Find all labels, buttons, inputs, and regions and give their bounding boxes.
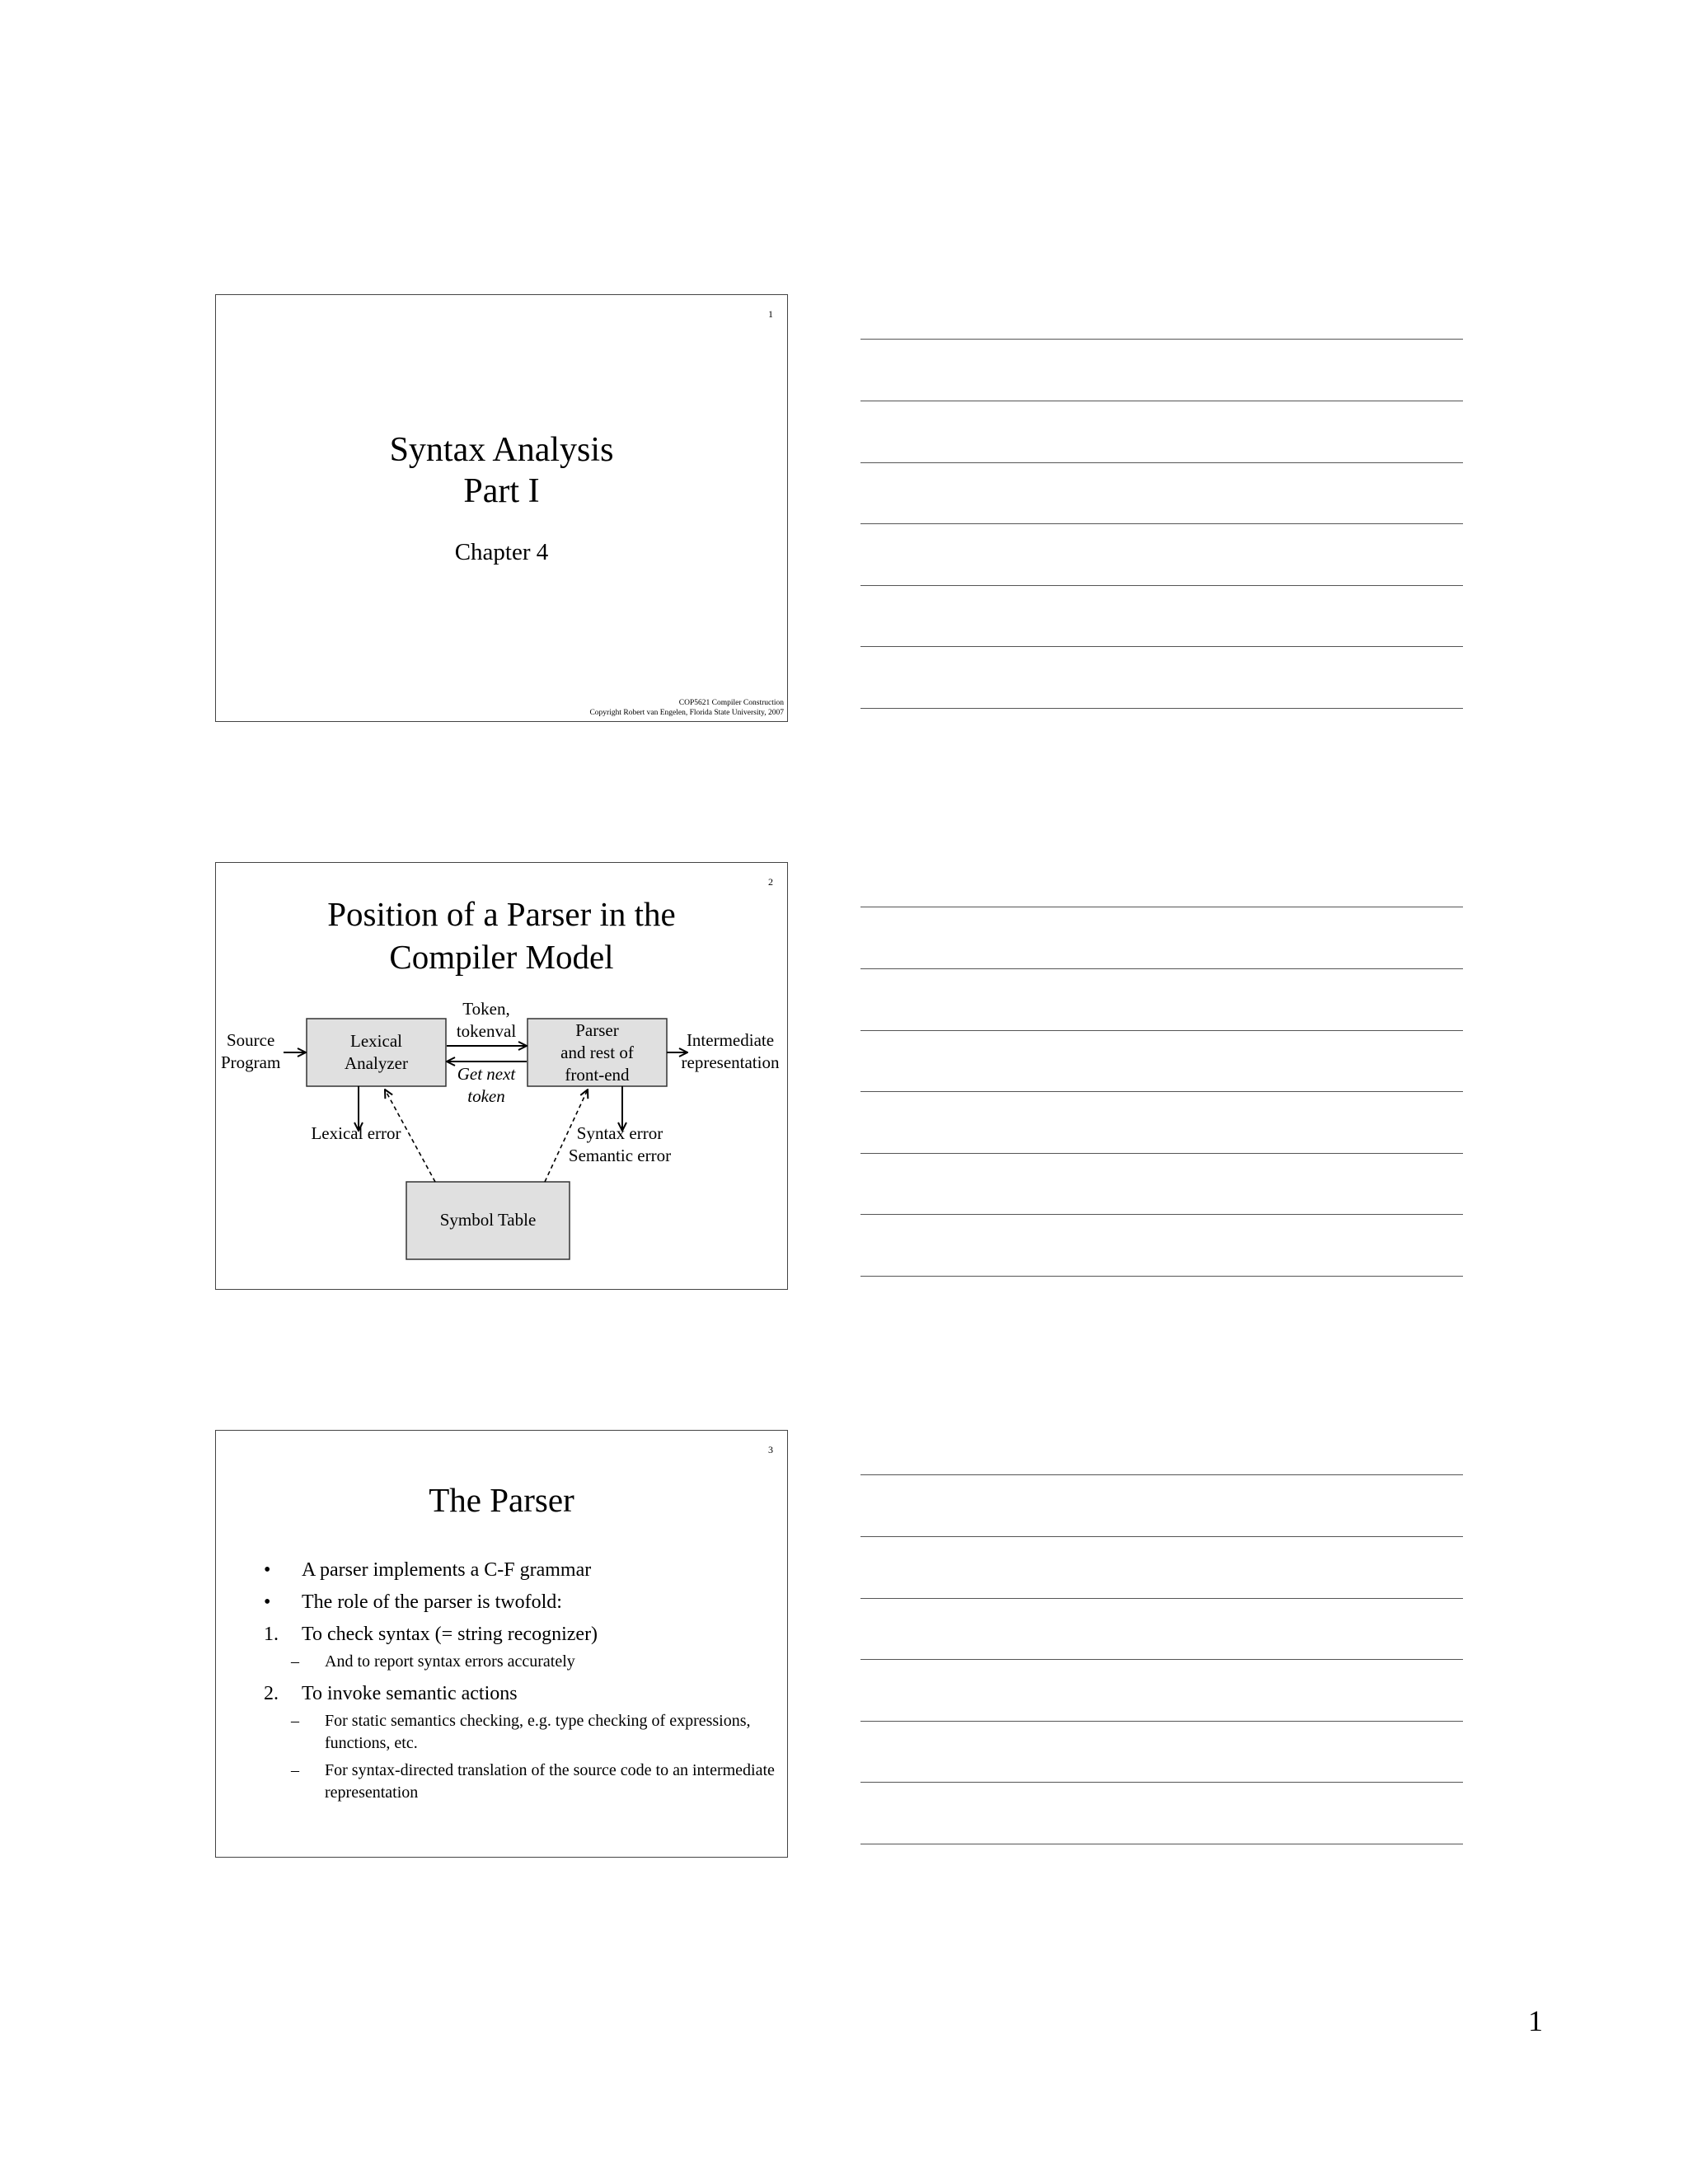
token-label: Token, tokenval — [456, 999, 517, 1041]
slide-title — [216, 429, 787, 512]
dash-marker: – — [291, 1652, 299, 1671]
note-line — [860, 1782, 1463, 1783]
bullet-list — [264, 1554, 775, 1809]
slide-3 — [215, 1430, 788, 1858]
slide-number: 2 — [768, 876, 773, 888]
number-marker: 2. — [264, 1683, 279, 1704]
note-line — [860, 1276, 1463, 1277]
parser-label: Parser and rest of front-end — [560, 1020, 634, 1085]
note-line — [860, 1721, 1463, 1722]
dash-marker: – — [291, 1761, 299, 1779]
number-marker: 1. — [264, 1624, 279, 1645]
title-line-1: Syntax Analysis — [389, 431, 614, 469]
list-item — [264, 1619, 775, 1651]
title-line-1: Position of a Parser in the — [327, 895, 676, 933]
lexical-error-label: Lexical error — [311, 1123, 401, 1143]
list-item-text: For static semantics checking, e.g. type checking of expressions, functions, etc. — [325, 1712, 751, 1752]
note-line — [860, 339, 1463, 340]
note-line — [860, 1598, 1463, 1599]
list-item — [264, 1678, 775, 1710]
note-line — [860, 968, 1463, 969]
slide-title: The Parser — [429, 1481, 574, 1519]
slide-2 — [215, 862, 788, 1290]
slide-number: 1 — [768, 308, 773, 320]
lexical-analyzer-label: Lexical Analyzer — [345, 1031, 408, 1073]
sub-list-item — [264, 1651, 775, 1673]
list-item-text: A parser implements a C-F grammar — [302, 1559, 592, 1581]
intermediate-representation-label: Intermediate representation — [681, 1030, 780, 1072]
note-line — [860, 1030, 1463, 1031]
note-line — [860, 462, 1463, 463]
note-line — [860, 1153, 1463, 1154]
bullet-marker: • — [264, 1559, 271, 1581]
note-line — [860, 523, 1463, 524]
syntax-error-label: Syntax error Semantic error — [568, 1123, 672, 1165]
note-line — [860, 1659, 1463, 1660]
get-next-token-label: Get next token — [457, 1064, 516, 1106]
note-line — [860, 1474, 1463, 1475]
slide-1 — [215, 294, 788, 722]
page-number: 1 — [1528, 2004, 1543, 2037]
footer-course: COP5621 Compiler Construction — [678, 699, 784, 707]
dash-marker: – — [291, 1712, 299, 1730]
list-item — [264, 1554, 775, 1586]
list-item-text: For syntax-directed translation of the source code to an intermediate representation — [325, 1761, 775, 1802]
slide-subtitle: Chapter 4 — [454, 539, 549, 565]
note-line — [860, 1214, 1463, 1215]
symbol-table-label: Symbol Table — [439, 1210, 537, 1230]
note-line — [860, 1091, 1463, 1092]
source-program-label: Source Program — [221, 1030, 281, 1072]
note-line — [860, 1536, 1463, 1537]
title-line-2: Compiler Model — [389, 938, 614, 976]
note-line — [860, 646, 1463, 647]
bullet-marker: • — [264, 1591, 271, 1613]
list-item — [264, 1586, 775, 1619]
list-item-text: And to report syntax errors accurately — [325, 1652, 575, 1671]
slide-footer — [589, 698, 784, 718]
note-line — [860, 585, 1463, 586]
list-item-text: To check syntax (= string recognizer) — [302, 1624, 598, 1645]
list-item-text: The role of the parser is twofold: — [302, 1591, 562, 1613]
title-line-2: Part I — [463, 472, 540, 510]
sub-list-item — [264, 1710, 775, 1755]
note-line — [860, 708, 1463, 709]
sub-list-item — [264, 1760, 775, 1804]
footer-copyright: Copyright Robert van Engelen, Florida State University, 2007 — [589, 709, 784, 717]
slide-number: 3 — [768, 1444, 773, 1455]
list-item-text: To invoke semantic actions — [302, 1683, 518, 1704]
